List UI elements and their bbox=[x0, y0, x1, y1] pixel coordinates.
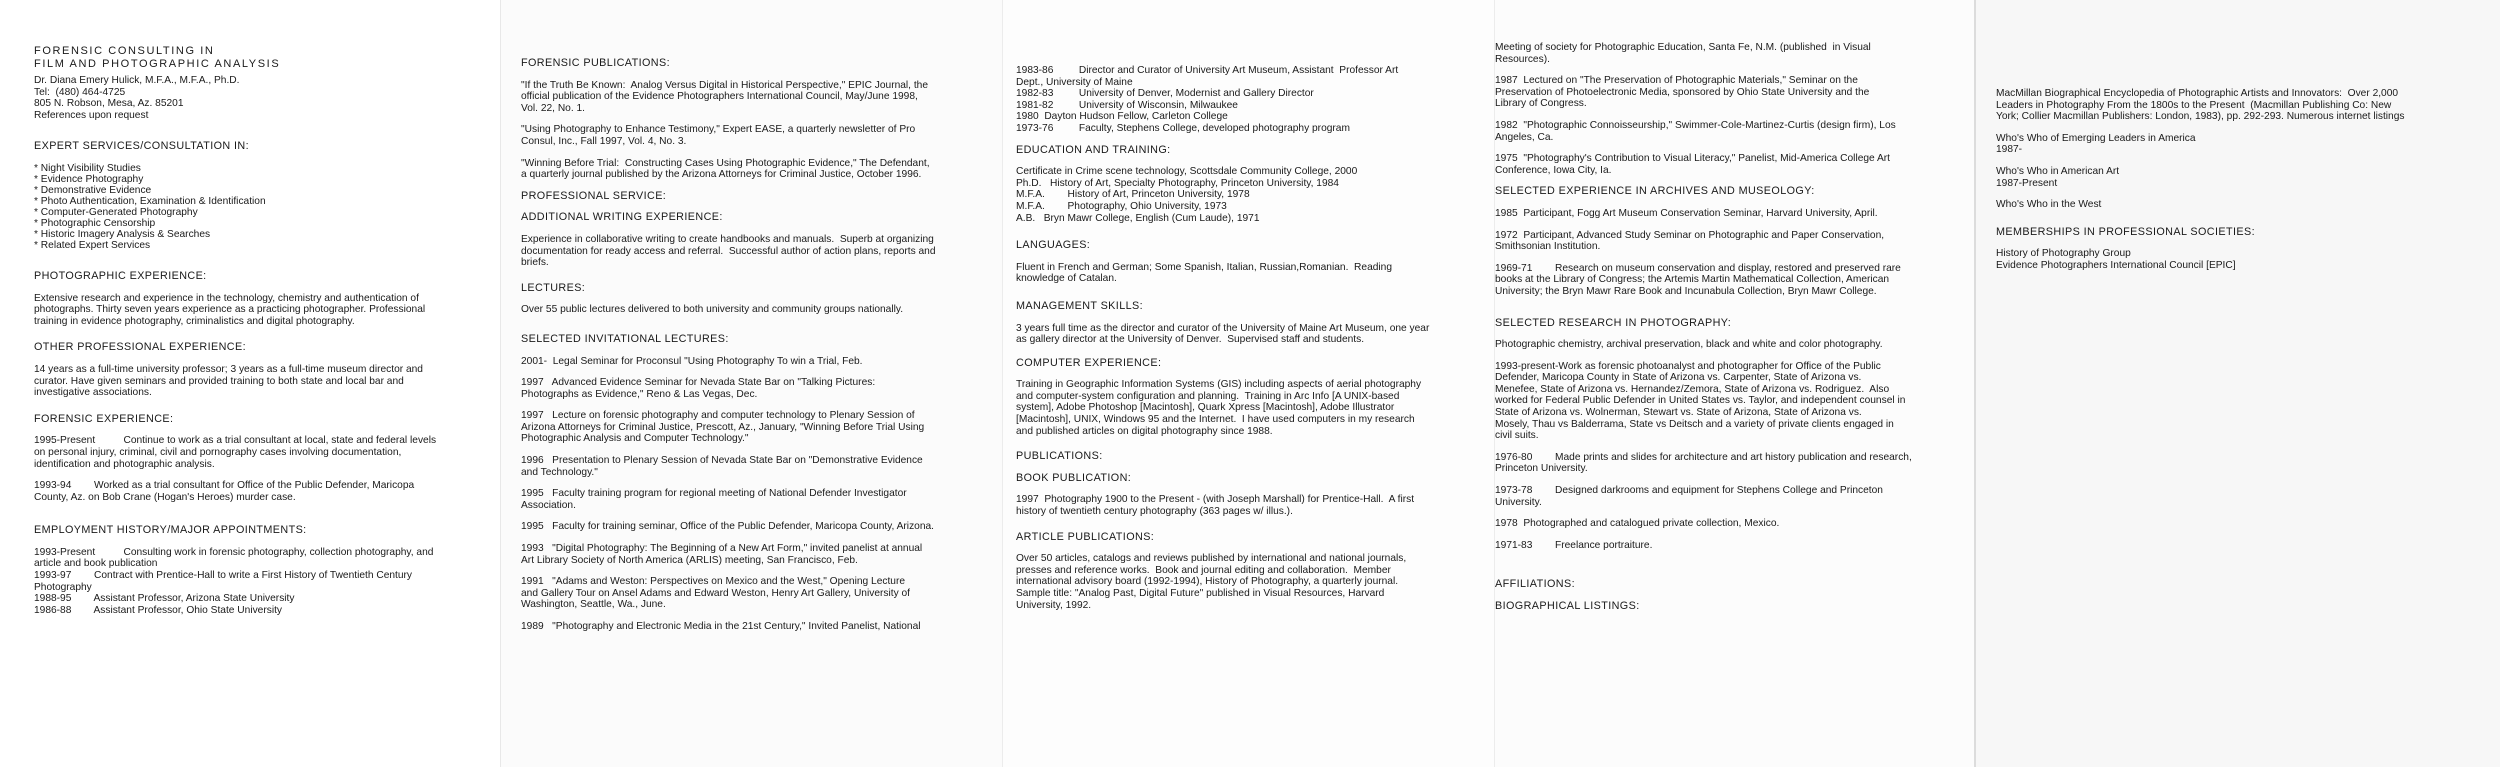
text-line: 1973-76 Faculty, Stephens College, developed photography program bbox=[1016, 122, 1350, 134]
text-line: Preservation of Photoelectronic Media, sponsored by Ohio State University and the bbox=[1495, 86, 1870, 98]
text-line: history of twentieth century photography (363 pages w/ illus.). bbox=[1016, 506, 1293, 518]
text-line: documentation for ready access and referral. Successful author of action plans, reports and bbox=[521, 245, 936, 257]
section-heading: SELECTED INVITATIONAL LECTURES: bbox=[521, 332, 729, 345]
lecture-entry bbox=[521, 521, 984, 533]
list-item: * Night Visibility Studies bbox=[34, 162, 141, 174]
text-line: Vol. 22, No. 1. bbox=[521, 102, 585, 114]
text-line: and published articles on digital photography since 1988. bbox=[1016, 425, 1273, 437]
text-line: books at the Library of Congress; the Artemis Martin Mathematical Collection, American bbox=[1495, 274, 1890, 286]
text-line: Fluent in French and German; Some Spanish, Italian, Russian,Romanian. Reading bbox=[1016, 261, 1393, 273]
section-heading: LECTURES: bbox=[521, 281, 586, 294]
firm-title bbox=[34, 45, 480, 70]
text-line: MacMillan Biographical Encyclopedia of Photographic Artists and Innovators: Over 2,000 bbox=[1996, 88, 2399, 99]
text-line: Sample title: "Analog Past, Digital Future" published in Visual Resources, Harvard bbox=[1016, 588, 1385, 599]
text-line: and Technology." bbox=[521, 466, 598, 478]
text-line: photographs. Thirty seven years experience as a practicing photographer. Professional bbox=[34, 304, 426, 316]
text-line: article and book publication bbox=[34, 558, 158, 570]
biographical-entry bbox=[1996, 199, 2480, 211]
text-line: 1972 Participant, Advanced Study Seminar on Photographic and Paper Conservation, bbox=[1495, 229, 1885, 241]
section-heading: MANAGEMENT SKILLS: bbox=[1016, 299, 1143, 312]
text-line: Princeton University. bbox=[1495, 463, 1588, 475]
section-heading: FORENSIC PUBLICATIONS: bbox=[521, 57, 670, 69]
text-line: 1993-94 Worked as a trial consultant for Office of the Public Defender, Maricopa bbox=[34, 480, 415, 492]
section-heading: ADDITIONAL WRITING EXPERIENCE: bbox=[521, 211, 723, 224]
paragraph bbox=[1016, 323, 1476, 346]
text-line: Who's Who in American Art bbox=[1996, 165, 2120, 177]
text-line: worked for Federal Public Defender in United States vs. Taylor, and independent counsel in bbox=[1495, 395, 1906, 407]
lecture-entry bbox=[521, 410, 984, 445]
section-heading: AFFILIATIONS: bbox=[1495, 578, 1575, 591]
text-line: 14 years as a full-time university professor; 3 years as a full-time museum director and bbox=[34, 363, 423, 375]
paragraph bbox=[34, 364, 480, 399]
paragraph bbox=[1016, 553, 1476, 611]
section-heading: SELECTED RESEARCH IN PHOTOGRAPHY: bbox=[1495, 316, 1732, 329]
research-entry bbox=[1495, 518, 1960, 530]
text-line: 1978 Photographed and catalogued private collection, Mexico. bbox=[1495, 518, 1780, 530]
paragraph bbox=[1016, 494, 1476, 517]
text-line: 1997 Lecture on forensic photography and computer technology to Plenary Session of bbox=[521, 410, 915, 422]
text-line: 1993-97 Contract with Prentice-Hall to write a First History of Twentieth Century bbox=[34, 570, 413, 582]
contact-line: 805 N. Robson, Mesa, Az. 85201 bbox=[34, 98, 184, 110]
lecture-entry bbox=[521, 576, 984, 611]
text-line: 1987 Lectured on "The Preservation of Photographic Materials," Seminar on the bbox=[1495, 75, 1858, 87]
text-line: Consul, Inc., Fall 1997, Vol. 4, No. 3. bbox=[521, 135, 687, 147]
lecture-entry bbox=[521, 455, 984, 478]
text-line: Over 55 public lectures delivered to both university and community groups nationally. bbox=[521, 304, 904, 316]
text-line: 1981-82 University of Wisconsin, Milwaukee bbox=[1016, 99, 1238, 111]
text-line: 1997 Advanced Evidence Seminar for Nevada State Bar on "Talking Pictures: bbox=[521, 377, 876, 389]
paragraph bbox=[1016, 379, 1476, 437]
research-entry bbox=[1495, 485, 1960, 508]
list-item: * Photo Authentication, Examination & Identification bbox=[34, 195, 266, 207]
text-line: Menefee, State of Arizona vs. Hernandez/Zemora, State of Arizona vs. Rodriguez. Also bbox=[1495, 383, 1890, 395]
section-heading: PROFESSIONAL SERVICE: bbox=[521, 189, 667, 202]
text-line: State of Arizona vs. Wolnerman, Stewart vs. State of Arizona, State of Arizona vs. bbox=[1495, 407, 1862, 419]
text-line: Photographic chemistry, archival preservation, black and white and color photography. bbox=[1495, 339, 1883, 351]
paragraph bbox=[34, 293, 480, 328]
text-line: Library of Congress. bbox=[1495, 98, 1587, 110]
lecture-entry bbox=[521, 488, 984, 511]
text-line: Mosely, Thau vs Balderrama, State vs Deitsch and a variety of private clients engaged in bbox=[1495, 418, 1894, 430]
employment-continued bbox=[1016, 65, 1476, 135]
section-heading: LANGUAGES: bbox=[1016, 239, 1091, 252]
paragraph bbox=[521, 304, 984, 316]
text-line: York; Collier Macmillan Publishers: London, 1983), pp. 292-293. Numerous internet listings bbox=[1996, 111, 2405, 123]
text-line: M.F.A. Photography, Ohio University, 1973 bbox=[1016, 200, 1227, 212]
text-line: and computer-system configuration and planning. Training in Arc Info [A UNIX-based bbox=[1016, 390, 1400, 402]
paragraph bbox=[1016, 262, 1476, 285]
text-line: Dept., University of Maine bbox=[1016, 76, 1133, 88]
biographical-entry bbox=[1996, 166, 2480, 189]
text-line: knowledge of Catalan. bbox=[1016, 273, 1117, 285]
text-line: 1993 "Digital Photography: The Beginning of a New Art Form," invited panelist at annual bbox=[521, 543, 923, 555]
text-line: 1997 Photography 1900 to the Present - (with Joseph Marshall) for Prentice-Hall. A first bbox=[1016, 494, 1415, 506]
text-line: 1991 "Adams and Weston: Perspectives on Mexico and the West," Opening Lecture bbox=[521, 576, 906, 588]
firm-line: FORENSIC CONSULTING IN bbox=[34, 45, 215, 57]
contact-line: Tel: (480) 464-4725 bbox=[34, 86, 126, 98]
text-line: "Winning Before Trial: Constructing Cases Using Photographic Evidence," The Defendant, bbox=[521, 157, 930, 169]
resume-page-3 bbox=[1002, 0, 1494, 767]
text-line: and Gallery Tour on Ansel Adams and Edward Weston, Henry Art Gallery, University of bbox=[521, 587, 911, 599]
text-line: 1996 Presentation to Plenary Session of Nevada State Bar on "Demonstrative Evidence bbox=[521, 455, 923, 467]
text-line: 1969-71 Research on museum conservation and display, restored and preserved rare bbox=[1495, 262, 1901, 274]
text-line: 1987-Present bbox=[1996, 177, 2058, 189]
text-line: Evidence Photographers International Council [EPIC] bbox=[1996, 259, 2236, 271]
text-line: international advisory board (1992-1994), History of Photography, a quarterly journal. bbox=[1016, 576, 1399, 588]
text-line: as gallery director at the University of Denver. Supervised staff and students. bbox=[1016, 334, 1365, 346]
text-line: 1983-86 Director and Curator of University Art Museum, Assistant Professor Art bbox=[1016, 65, 1399, 76]
list-item: * Evidence Photography bbox=[34, 173, 144, 185]
section-heading: EXPERT SERVICES/CONSULTATION IN: bbox=[34, 140, 249, 153]
text-line: Washington, Seattle, Wa., June. bbox=[521, 599, 666, 611]
text-line: presses and reference works. Book and journal editing and collaboration. Member bbox=[1016, 564, 1391, 576]
list-item: * Historic Imagery Analysis & Searches bbox=[34, 228, 211, 240]
text-line: Over 50 articles, catalogs and reviews published by international and national journals, bbox=[1016, 553, 1407, 565]
resume-page-1 bbox=[0, 0, 500, 767]
section-heading: SELECTED EXPERIENCE IN ARCHIVES AND MUSEOLOGY: bbox=[1495, 185, 1815, 198]
text-line: Meeting of society for Photographic Education, Santa Fe, N.M. (published in Visual bbox=[1495, 42, 1871, 53]
text-line: University. bbox=[1495, 496, 1542, 508]
text-line: 1975 "Photography's Contribution to Visual Literacy," Panelist, Mid-America College Art bbox=[1495, 153, 1890, 165]
text-line: Training in Geographic Information Systems (GIS) including aspects of aerial photography bbox=[1016, 379, 1422, 391]
text-line: 1987- bbox=[1996, 144, 2023, 156]
contact-block bbox=[34, 75, 480, 121]
text-line: Experience in collaborative writing to create handbooks and manuals. Superb at organizing bbox=[521, 233, 934, 245]
text-line: official publication of the Evidence Photographers International Council, May/June 1998, bbox=[521, 91, 918, 103]
text-line: 1980 Dayton Hudson Fellow, Carleton College bbox=[1016, 111, 1228, 123]
lecture-entry bbox=[521, 621, 984, 633]
contact-line: Dr. Diana Emery Hulick, M.F.A., M.F.A., Ph.D. bbox=[34, 75, 240, 86]
resume-page-5 bbox=[1974, 0, 2500, 767]
text-line: 1982-83 University of Denver, Modernist and Gallery Director bbox=[1016, 88, 1314, 100]
section-heading: BOOK PUBLICATION: bbox=[1016, 471, 1132, 484]
section-heading: EDUCATION AND TRAINING: bbox=[1016, 143, 1171, 156]
text-line: History of Photography Group bbox=[1996, 248, 2131, 260]
text-line: Extensive research and experience in the technology, chemistry and authentication of bbox=[34, 292, 419, 304]
text-line: Photographs as Evidence," Reno & Las Vegas, Dec. bbox=[521, 388, 758, 400]
education-list bbox=[1016, 166, 1476, 224]
publication-entry bbox=[521, 158, 984, 181]
forensic-entry bbox=[34, 435, 480, 470]
resume-page-4 bbox=[1494, 0, 1974, 767]
text-line: Angeles, Ca. bbox=[1495, 131, 1554, 143]
text-line: 1995-Present Continue to work as a trial consultant at local, state and federal levels bbox=[34, 435, 437, 447]
research-entry bbox=[1495, 540, 1960, 552]
text-line: Who's Who of Emerging Leaders in America bbox=[1996, 132, 2196, 144]
employment-list bbox=[34, 547, 480, 617]
text-line: 1993-Present Consulting work in forensic photography, collection photography, and bbox=[34, 546, 434, 558]
contact-line: References upon request bbox=[34, 109, 149, 121]
list-item: * Demonstrative Evidence bbox=[34, 184, 152, 196]
research-entry bbox=[1495, 339, 1960, 351]
membership-list bbox=[1996, 248, 2480, 271]
text-line: "If the Truth Be Known: Analog Versus Digital in Historical Perspective," EPIC Journal, the bbox=[521, 79, 929, 91]
section-heading: BIOGRAPHICAL LISTINGS: bbox=[1495, 600, 1640, 612]
section-heading: EMPLOYMENT HISTORY/MAJOR APPOINTMENTS: bbox=[34, 524, 307, 537]
firm-line: FILM AND PHOTOGRAPHIC ANALYSIS bbox=[34, 57, 281, 70]
biographical-entry bbox=[1996, 133, 2480, 156]
lecture-entry bbox=[1495, 75, 1960, 110]
lecture-continued bbox=[1495, 42, 1960, 65]
text-line: University; the Bryn Mawr Rare Book and Incunabula Collection, Bryn Mawr College. bbox=[1495, 285, 1877, 297]
text-line: Who's Who in the West bbox=[1996, 199, 2102, 211]
text-line: 1985 Participant, Fogg Art Museum Conservation Seminar, Harvard University, April. bbox=[1495, 207, 1878, 219]
text-line: 1989 "Photography and Electronic Media in the 21st Century," Invited Panelist, National bbox=[521, 621, 921, 632]
text-line: Arizona Attorneys for Criminal Justice, Prescott, Az., January, "Winning Before Trial Using bbox=[521, 421, 925, 433]
text-line: 1971-83 Freelance portraiture. bbox=[1495, 539, 1653, 551]
text-line: a quarterly journal published by the Arizona Attorneys for Criminal Justice, October 1996. bbox=[521, 169, 922, 181]
lecture-entry bbox=[1495, 120, 1960, 143]
section-heading: PUBLICATIONS: bbox=[1016, 450, 1103, 463]
text-line: 2001- Legal Seminar for Proconsul "Using Photography To win a Trial, Feb. bbox=[521, 355, 863, 367]
text-line: 1995 Faculty for training seminar, Office of the Public Defender, Maricopa County, Arizona. bbox=[521, 521, 934, 533]
text-line: 3 years full time as the director and curator of the University of Maine Art Museum, one year bbox=[1016, 322, 1430, 334]
resume-page-2 bbox=[500, 0, 1002, 767]
archive-entry bbox=[1495, 230, 1960, 253]
text-line: Art Library Society of North America (ARLIS) meeting, San Francisco, Feb. bbox=[521, 554, 858, 566]
text-line: 1973-78 Designed darkrooms and equipment for Stephens College and Princeton bbox=[1495, 485, 1883, 497]
list-item: * Related Expert Services bbox=[34, 239, 151, 251]
text-line: investigative associations. bbox=[34, 387, 152, 399]
text-line: M.F.A. History of Art, Princeton University, 1978 bbox=[1016, 189, 1250, 201]
section-heading: FORENSIC EXPERIENCE: bbox=[34, 412, 174, 425]
text-line: University, 1992. bbox=[1016, 599, 1092, 611]
section-heading: PHOTOGRAPHIC EXPERIENCE: bbox=[34, 269, 207, 282]
archive-entry bbox=[1495, 263, 1960, 298]
text-line: Defender, Maricopa County in State of Arizona vs. Carpenter, State of Arizona vs. bbox=[1495, 372, 1862, 384]
lecture-entry bbox=[521, 356, 984, 368]
text-line: Conference, Iowa City, Ia. bbox=[1495, 164, 1612, 176]
section-heading: COMPUTER EXPERIENCE: bbox=[1016, 356, 1162, 369]
publication-entry bbox=[521, 124, 984, 147]
expert-list bbox=[34, 163, 480, 251]
archive-entry bbox=[1495, 208, 1960, 220]
text-line: Leaders in Photography From the 1800s to the Present (Macmillan Publishing Co: New bbox=[1996, 99, 2392, 111]
text-line: A.B. Bryn Mawr College, English (Cum Laude), 1971 bbox=[1016, 212, 1260, 224]
research-entry bbox=[1495, 452, 1960, 475]
list-item: * Computer-Generated Photography bbox=[34, 206, 198, 218]
lecture-entry bbox=[1495, 153, 1960, 176]
text-line: Resources). bbox=[1495, 53, 1550, 65]
text-line: system], Adobe Photoshop [Macintosh], Quark Xpress [Macintosh], Adobe Illustrator bbox=[1016, 402, 1395, 414]
text-line: County, Az. on Bob Crane (Hogan's Heroes) murder case. bbox=[34, 491, 296, 503]
text-line: briefs. bbox=[521, 257, 549, 269]
paragraph bbox=[521, 234, 984, 269]
text-line: [Macintosh], UNIX, Windows 95 and the Internet. I have used computers in my research bbox=[1016, 414, 1415, 426]
text-line: Ph.D. History of Art, Specialty Photography, Princeton University, 1984 bbox=[1016, 177, 1339, 189]
text-line: 1995 Faculty training program for regional meeting of National Defender Investigator bbox=[521, 488, 907, 500]
text-line: on personal injury, criminal, civil and pornography cases involving documentation, bbox=[34, 446, 402, 458]
text-line: Photographic Analysis and Computer Technology." bbox=[521, 433, 749, 445]
text-line: identification and photographic analysis. bbox=[34, 458, 215, 470]
biographical-entry bbox=[1996, 88, 2480, 123]
text-line: civil suits. bbox=[1495, 430, 1539, 442]
section-heading: MEMBERSHIPS IN PROFESSIONAL SOCIETIES: bbox=[1996, 225, 2255, 238]
text-line: Certificate in Crime scene technology, Scottsdale Community College, 2000 bbox=[1016, 166, 1358, 178]
text-line: Association. bbox=[521, 499, 576, 511]
text-line: 1988-95 Assistant Professor, Arizona State University bbox=[34, 593, 295, 605]
forensic-entry bbox=[34, 480, 480, 503]
text-line: Smithsonian Institution. bbox=[1495, 241, 1601, 253]
publication-entry bbox=[521, 80, 984, 115]
text-line: "Using Photography to Enhance Testimony," Expert EASE, a quarterly newsletter of Pro bbox=[521, 124, 916, 136]
text-line: curator. Have given seminars and provided training to both state and local bar and bbox=[34, 375, 404, 387]
section-heading: OTHER PROFESSIONAL EXPERIENCE: bbox=[34, 341, 246, 354]
text-line: 1993-present-Work as forensic photoanalyst and photographer for Office of the Public bbox=[1495, 360, 1881, 372]
research-entry bbox=[1495, 361, 1960, 442]
list-item: * Photographic Censorship bbox=[34, 217, 156, 229]
text-line: Photography bbox=[34, 581, 92, 593]
text-line: training in evidence photography, criminalistics and digital photography. bbox=[34, 315, 355, 327]
text-line: 1986-88 Assistant Professor, Ohio State University bbox=[34, 604, 283, 616]
text-line: 1976-80 Made prints and slides for architecture and art history publication and research, bbox=[1495, 451, 1912, 463]
section-heading: ARTICLE PUBLICATIONS: bbox=[1016, 530, 1155, 543]
lecture-entry bbox=[521, 377, 984, 400]
text-line: 1982 "Photographic Connoisseurship," Swimmer-Cole-Martinez-Curtis (design firm), Los bbox=[1495, 119, 1896, 131]
lecture-entry bbox=[521, 543, 984, 566]
